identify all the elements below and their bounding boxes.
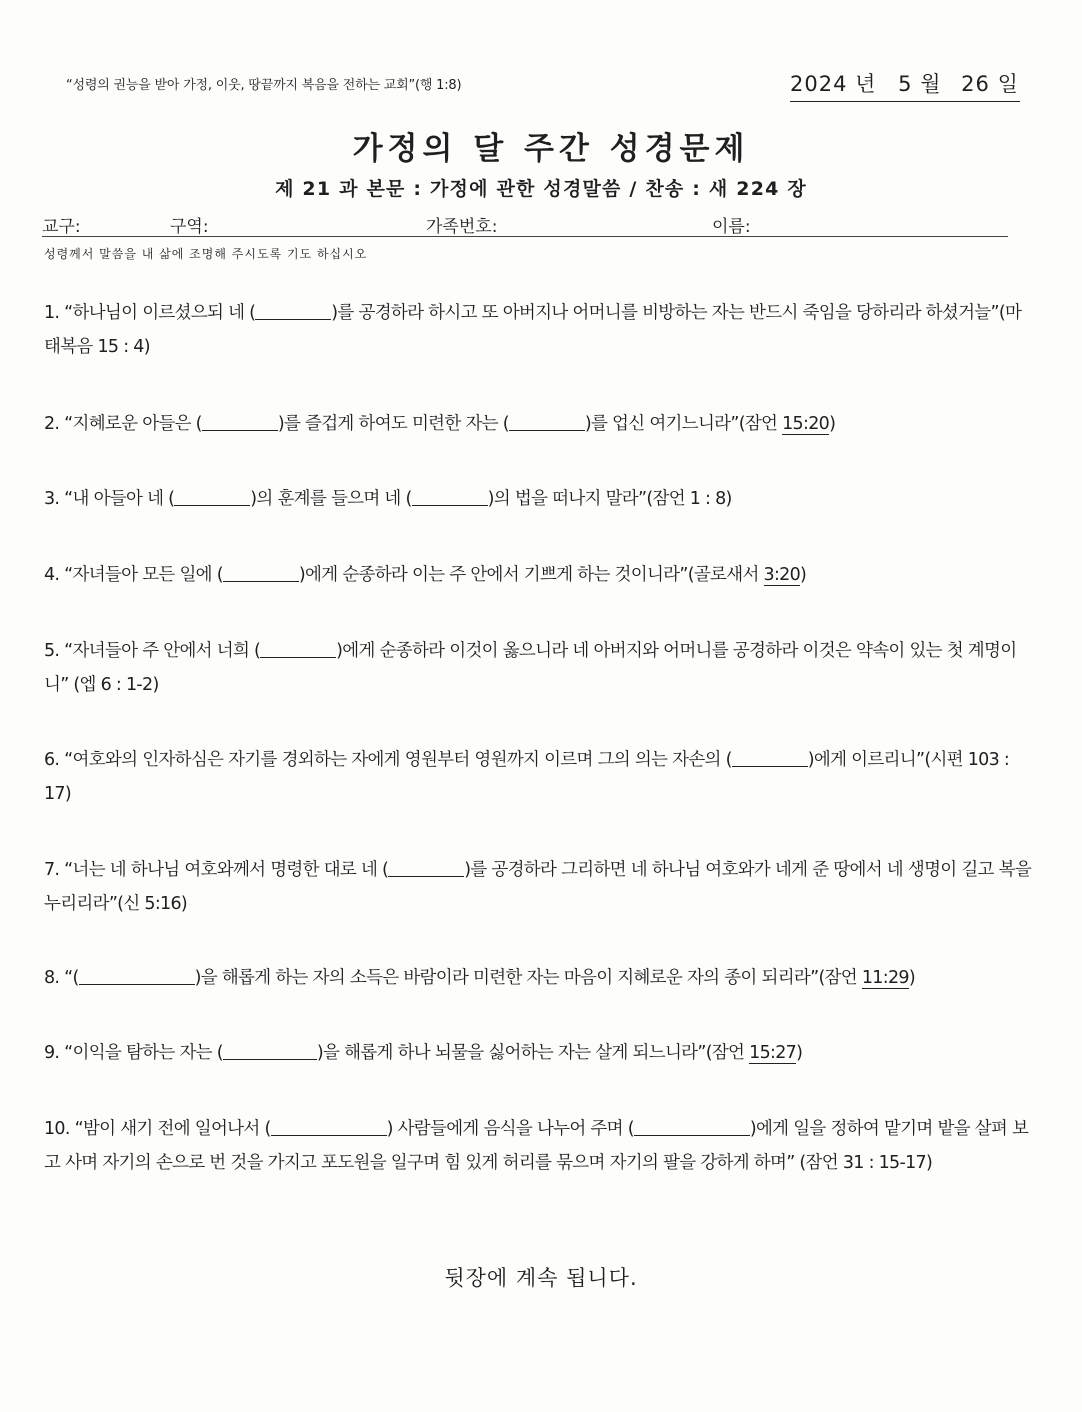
- question-text: ): [800, 565, 807, 585]
- answer-blank[interactable]: [412, 487, 488, 506]
- question-text: ) 사람들에게 음식을 나누어 주며 (: [386, 1119, 634, 1139]
- student-info-row: [42, 210, 1008, 237]
- question-1: [44, 296, 1034, 364]
- answer-blank[interactable]: [271, 1117, 387, 1136]
- date-month: 5: [898, 72, 913, 96]
- scripture-reference: 11:29: [861, 968, 909, 988]
- question-text: 8. “(: [44, 968, 79, 988]
- date-year-unit: 년: [855, 72, 877, 96]
- question-3: [44, 482, 1034, 516]
- scripture-reference: 15:27: [749, 1043, 797, 1063]
- answer-blank[interactable]: [174, 487, 250, 506]
- question-text: 6. “여호와의 인자하심은 자기를 경외하는 자에게 영원부터 영원까지 이르며 그의 의는 자손의 (: [44, 750, 732, 770]
- question-text: 5. “자녀들아 주 안에서 너희 (: [44, 641, 261, 661]
- date-day-unit: 일: [997, 72, 1019, 96]
- question-text: 9. “이익을 탐하는 자는 (: [44, 1043, 223, 1063]
- question-text: )의 법을 떠나지 말라”(잠언 1 : 8): [487, 489, 732, 509]
- worksheet-title: 가정의 달 주간 성경문제: [352, 131, 750, 167]
- question-text: 3. “내 아들아 네 (: [44, 489, 175, 509]
- question-5: [44, 634, 1034, 702]
- question-text: 1. “하나님이 이르셨으되 네 (: [44, 303, 256, 323]
- question-text: 2. “지혜로운 아들은 (: [44, 414, 202, 434]
- question-text: )을 해롭게 하는 자의 소득은 바람이라 미련한 자는 마음이 지혜로운 자의 종이 되리라”(잠언: [194, 968, 862, 988]
- question-text: 10. “밤이 새기 전에 일어나서 (: [44, 1119, 271, 1139]
- continued-on-back-note: 뒷장에 계속 됩니다.: [444, 1266, 638, 1290]
- zone-field[interactable]: 구역:: [170, 217, 209, 237]
- question-text: )에게 이르리니”(시편 103 : 17): [44, 750, 1010, 804]
- answer-blank[interactable]: [509, 412, 585, 431]
- answer-blank[interactable]: [223, 1041, 317, 1060]
- answer-blank[interactable]: [202, 412, 278, 431]
- date-year: 2024: [790, 72, 848, 96]
- scripture-reference: 15:20: [782, 414, 830, 434]
- question-10: [44, 1112, 1034, 1180]
- question-text: ): [908, 968, 915, 988]
- question-8: [44, 961, 1034, 995]
- question-4: [44, 558, 1034, 592]
- question-2: [44, 407, 1034, 441]
- question-text: 7. “너는 네 하나님 여호와께서 명령한 대로 네 (: [44, 860, 389, 880]
- answer-blank[interactable]: [255, 301, 331, 320]
- question-text: ): [829, 414, 836, 434]
- answer-blank[interactable]: [260, 639, 336, 658]
- date-month-unit: 월: [920, 72, 942, 96]
- question-text: )의 훈계를 들으며 네 (: [250, 489, 412, 509]
- name-field[interactable]: 이름:: [712, 217, 751, 237]
- question-text: )에게 순종하라 이는 주 안에서 기쁘게 하는 것이니라”(골로새서: [298, 565, 764, 585]
- question-6: [44, 743, 1034, 811]
- question-text: )를 즐겁게 하여도 미련한 자는 (: [277, 414, 509, 434]
- question-7: [44, 853, 1034, 921]
- scripture-reference: 3:20: [763, 565, 801, 585]
- prayer-instruction: 성령께서 말씀을 내 삶에 조명해 주시도록 기도 하십시오: [44, 247, 368, 261]
- question-text: )를 공경하라 그리하면 네 하나님 여호와가 네게 준 땅에서 네 생명이 길고 복을 누리리라”(신 5:16): [44, 860, 1032, 914]
- answer-blank[interactable]: [223, 563, 299, 582]
- lesson-subtitle: 제 21 과 본문 : 가정에 관한 성경말씀 / 찬송 : 새 224 장: [275, 178, 807, 200]
- question-text: )에게 순종하라 이것이 옳으니라 네 아버지와 어머니를 공경하라 이것은 약속이 있는 첫 계명이니” (엡 6 : 1-2): [44, 641, 1017, 695]
- question-text: )을 해롭게 하나 뇌물을 싫어하는 자는 살게 되느니라”(잠언: [316, 1043, 750, 1063]
- family-number-field[interactable]: 가족번호:: [426, 217, 498, 237]
- question-9: [44, 1036, 1034, 1070]
- question-text: 4. “자녀들아 모든 일에 (: [44, 565, 223, 585]
- question-text: )를 공경하라 하시고 또 아버지나 어머니를 비방하는 자는 반드시 죽임을 당하리라 하셨거늘”(마태복음 15 : 4): [44, 303, 1022, 357]
- answer-blank[interactable]: [732, 748, 808, 767]
- district-field[interactable]: 교구:: [42, 217, 81, 237]
- church-motto: “성령의 권능을 받아 가정, 이웃, 땅끝까지 복음을 전하는 교회”(행 1:8): [66, 78, 462, 93]
- answer-blank[interactable]: [79, 966, 195, 985]
- date-day: 26: [961, 72, 990, 96]
- answer-blank[interactable]: [634, 1117, 750, 1136]
- worksheet-date: [790, 68, 1020, 102]
- question-text: )에게 일을 정하여 맡기며 밭을 살펴 보고 사며 자기의 손으로 번 것을 가지고 포도원을 일구며 힘 있게 허리를 묶으며 자기의 팔을 강하게 하며” (잠언 31 : 15-17): [44, 1119, 1029, 1173]
- question-text: )를 업신 여기느니라”(잠언: [584, 414, 783, 434]
- answer-blank[interactable]: [388, 858, 464, 877]
- question-text: ): [796, 1043, 803, 1063]
